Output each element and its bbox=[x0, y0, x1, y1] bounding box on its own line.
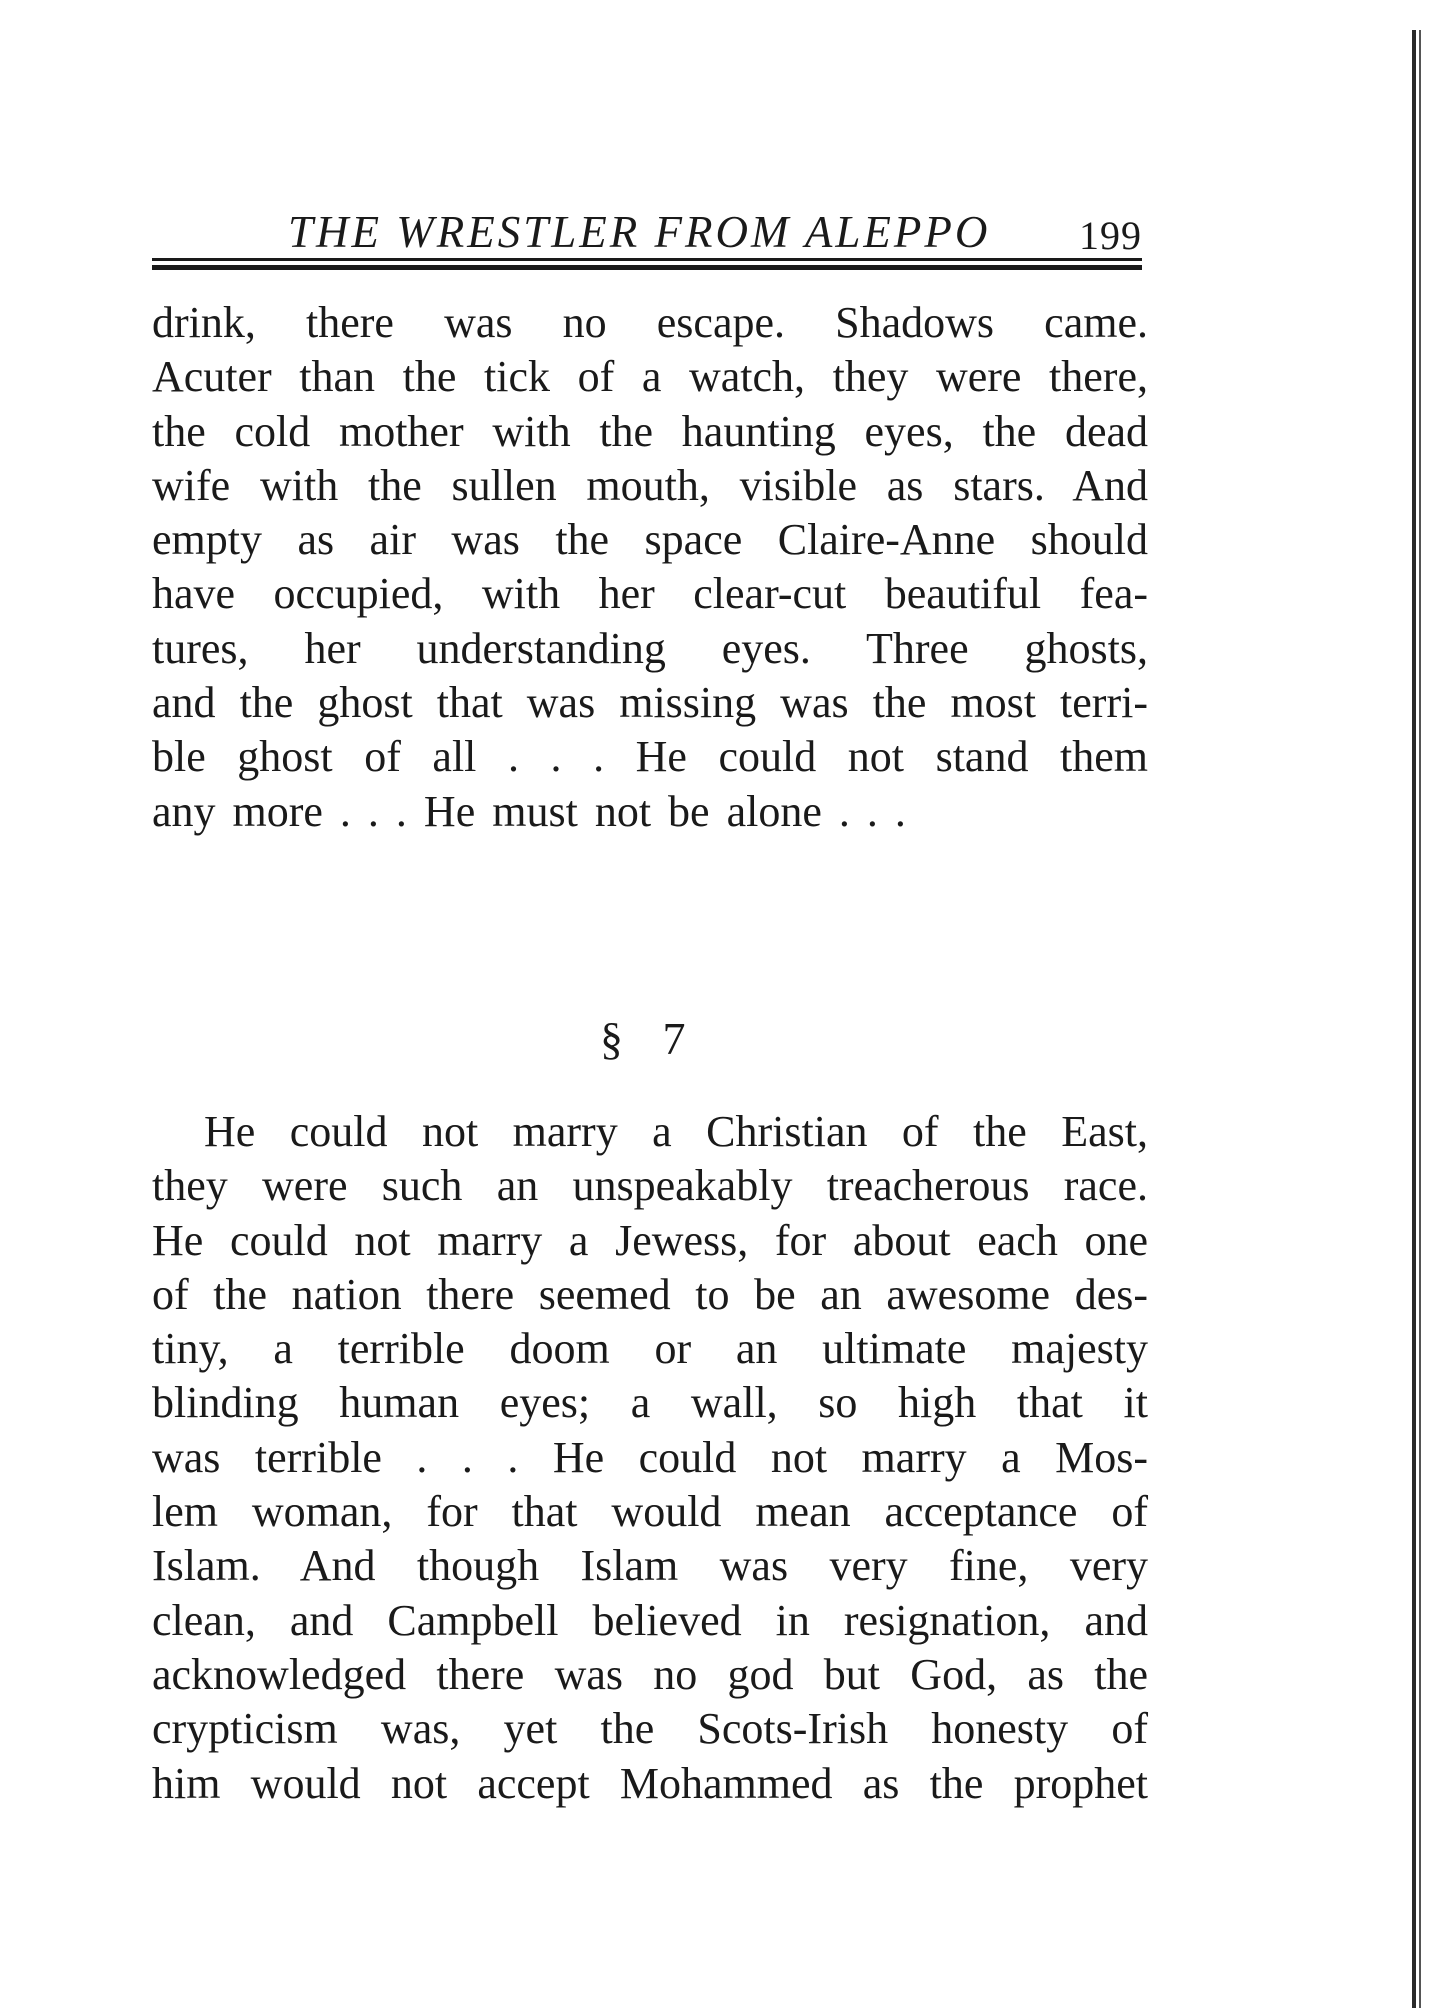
text-line: any more . . . He must not be alone . . . bbox=[152, 786, 906, 836]
text-line: tiny, a terrible doom or an ultimate majesty bbox=[152, 1324, 1148, 1374]
text-line: they were such an unspeakably treacherous race. bbox=[152, 1161, 1148, 1211]
text-line: have occupied, with her clear-cut beautiful fea- bbox=[152, 569, 1148, 619]
text-line: blinding human eyes; a wall, so high that it bbox=[152, 1378, 1148, 1428]
header-rule-thin bbox=[152, 258, 1142, 261]
text-line: him would not accept Mohammed as the prophet bbox=[152, 1758, 1148, 1808]
text-line: of the nation there seemed to be an awesome des- bbox=[152, 1269, 1148, 1319]
paragraph-1 bbox=[152, 296, 1148, 839]
paragraph-2 bbox=[152, 1105, 1148, 1811]
text-line: and the ghost that was missing was the most terri- bbox=[152, 678, 1148, 728]
text-line: acknowledged there was no god but God, as the bbox=[152, 1649, 1148, 1699]
text-line: ble ghost of all . . . He could not stand them bbox=[152, 732, 1148, 782]
text-line: wife with the sullen mouth, visible as stars. And bbox=[152, 460, 1148, 510]
page-edge-line bbox=[1419, 30, 1421, 2008]
page-edge-line bbox=[1412, 30, 1416, 2008]
text-line: clean, and Campbell believed in resignation, and bbox=[152, 1595, 1148, 1645]
running-title: THE WRESTLER FROM ALEPPO bbox=[288, 207, 991, 257]
text-line: empty as air was the space Claire-Anne should bbox=[152, 515, 1148, 565]
text-line: drink, there was no escape. Shadows came. bbox=[152, 298, 1148, 347]
header-rule-thick bbox=[152, 265, 1142, 270]
text-line: Islam. And though Islam was very fine, very bbox=[152, 1541, 1148, 1591]
section-heading: § 7 bbox=[600, 1013, 700, 1064]
text-line: crypticism was, yet the Scots-Irish honesty of bbox=[152, 1704, 1148, 1754]
text-line: He could not marry a Jewess, for about each one bbox=[152, 1215, 1148, 1265]
page-number: 199 bbox=[1079, 213, 1142, 258]
running-head bbox=[152, 198, 1142, 258]
text-line: lem woman, for that would mean acceptance of bbox=[152, 1487, 1148, 1537]
text-line: He could not marry a Christian of the East, bbox=[204, 1107, 1148, 1156]
text-line: Acuter than the tick of a watch, they were there, bbox=[152, 352, 1148, 402]
text-line: was terrible . . . He could not marry a Mos- bbox=[152, 1432, 1148, 1482]
text-line: tures, her understanding eyes. Three ghosts, bbox=[152, 623, 1148, 673]
text-line: the cold mother with the haunting eyes, the dead bbox=[152, 406, 1148, 456]
